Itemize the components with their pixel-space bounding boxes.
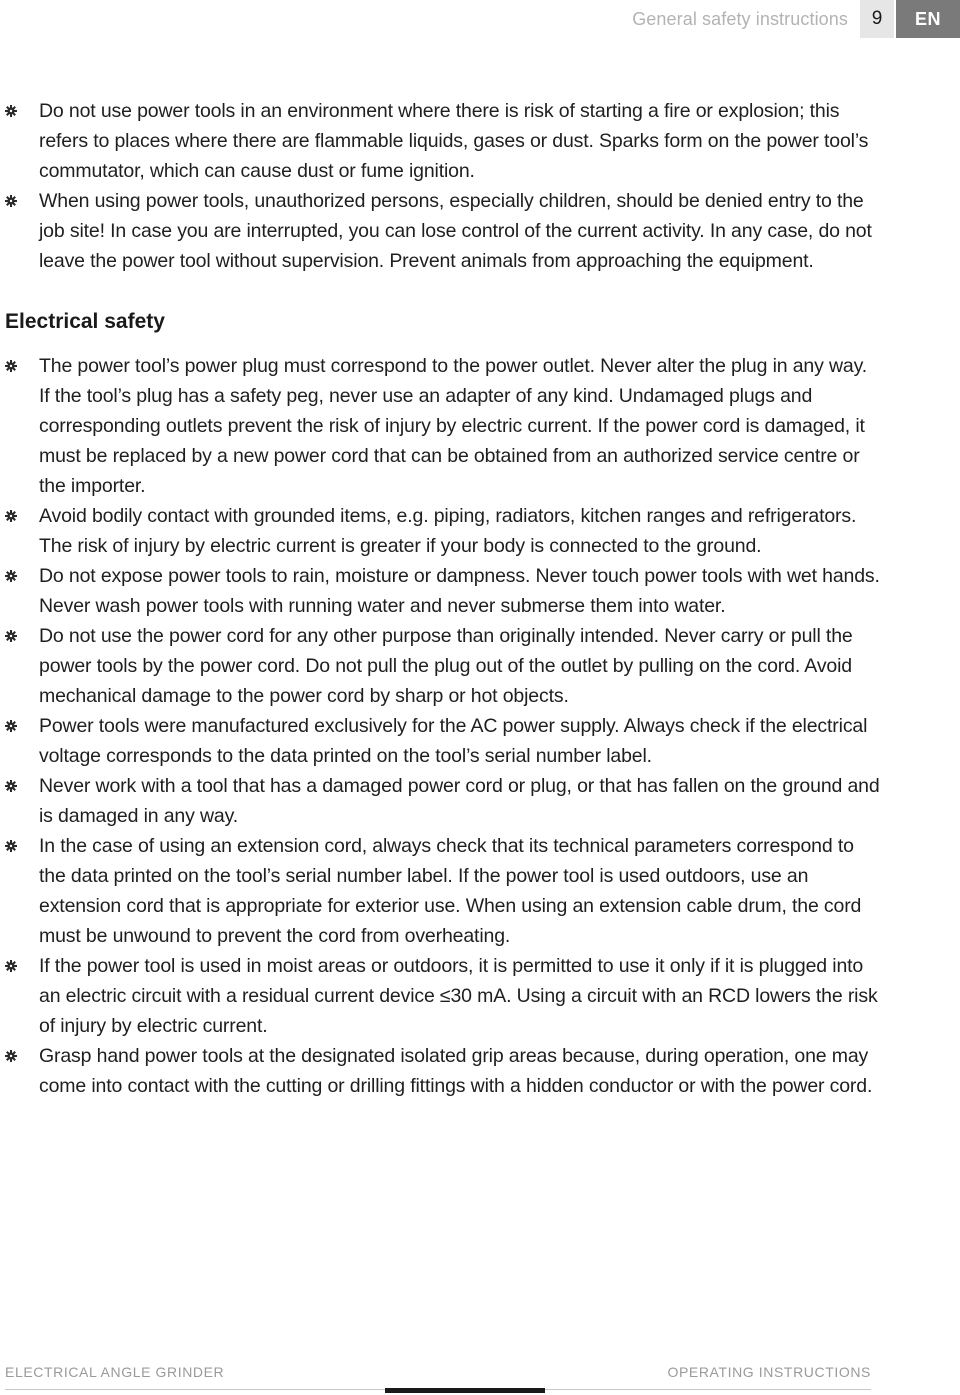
list-item: [5, 951, 880, 1041]
gear-icon: [5, 630, 17, 642]
list-item: [5, 771, 880, 831]
page-number: 9: [860, 0, 894, 38]
list-item-text: Avoid bodily contact with grounded items, e.g. piping, radiators, kitchen ranges and refrigerators. The risk of injury by electric current is greater if your body is connected to the ground.: [39, 505, 857, 557]
footer-page-marker: [385, 1388, 545, 1393]
gear-icon: [5, 105, 17, 117]
electrical-safety-list: [5, 351, 880, 1101]
footer-product-name: ELECTRICAL ANGLE GRINDER: [5, 1364, 225, 1380]
page-content: [5, 96, 880, 1101]
gear-icon: [5, 840, 17, 852]
list-item-text: Do not expose power tools to rain, moisture or dampness. Never touch power tools with wet hands. Never wash power tools with running water and never submerse them into water.: [39, 565, 880, 617]
footer-document-type: OPERATING INSTRUCTIONS: [667, 1364, 871, 1380]
list-item: [5, 186, 880, 276]
page-footer: [5, 1364, 871, 1380]
gear-icon: [5, 780, 17, 792]
section-heading-electrical-safety: Electrical safety: [5, 310, 165, 333]
list-item-text: If the power tool is used in moist areas or outdoors, it is permitted to use it only if it is plugged into an electric circuit with a residual current device ≤30 mA. Using a circuit with an RCD lowers the risk of injury by electric current.: [39, 955, 878, 1037]
list-item-text: Do not use power tools in an environment where there is risk of starting a fire or explosion; this refers to places where there are flammable liquids, gases or dust. Sparks form on the power tool’s commutator, which can cause dust or fume ignition.: [39, 100, 869, 182]
language-badge: EN: [896, 0, 960, 38]
list-item: [5, 831, 880, 951]
gear-icon: [5, 360, 17, 372]
list-item: [5, 561, 880, 621]
list-item: [5, 621, 880, 711]
list-item: [5, 1041, 880, 1101]
list-item: [5, 351, 880, 501]
page-header: [632, 0, 960, 38]
list-item-text: Do not use the power cord for any other purpose than originally intended. Never carry or pull the power tools by the power cord. Do not pull the plug out of the outlet by pulling on the cord. Avoid mechanical damage to the power cord by sharp or hot objects.: [39, 625, 853, 707]
gear-icon: [5, 720, 17, 732]
list-item-text: In the case of using an extension cord, always check that its technical parameters correspond to the data printed on the tool’s serial number label. If the power tool is used outdoors, use an extension cord that is appropriate for exterior use. When using an extension cable drum, the cord must be unwound to prevent the cord from overheating.: [39, 835, 862, 947]
list-item: [5, 711, 880, 771]
list-item: [5, 96, 880, 186]
list-item-text: Grasp hand power tools at the designated isolated grip areas because, during operation, one may come into contact with the cutting or drilling fittings with a hidden conductor or with the power cord.: [39, 1045, 873, 1097]
list-item-text: The power tool’s power plug must correspond to the power outlet. Never alter the plug in any way. If the tool’s plug has a safety peg, never use an adapter of any kind. Undamaged plugs and corresponding outlets prevent the risk of injury by electric current. If the power cord is damaged, it must be replaced by a new power cord that can be obtained from an authorized service centre or the importer.: [39, 355, 868, 497]
gear-icon: [5, 195, 17, 207]
intro-list: [5, 96, 880, 276]
gear-icon: [5, 510, 17, 522]
list-item-text: When using power tools, unauthorized persons, especially children, should be denied entry to the job site! In case you are interrupted, you can lose control of the current activity. In any case, do not leave the power tool without supervision. Prevent animals from approaching the equipment.: [39, 190, 872, 272]
list-item: [5, 501, 880, 561]
section-title: General safety instructions: [632, 8, 848, 29]
list-item-text: Never work with a tool that has a damaged power cord or plug, or that has fallen on the ground and is damaged in any way.: [39, 775, 880, 827]
list-item-text: Power tools were manufactured exclusively for the AC power supply. Always check if the electrical voltage corresponds to the data printed on the tool’s serial number label.: [39, 715, 868, 767]
gear-icon: [5, 960, 17, 972]
gear-icon: [5, 1050, 17, 1062]
gear-icon: [5, 570, 17, 582]
